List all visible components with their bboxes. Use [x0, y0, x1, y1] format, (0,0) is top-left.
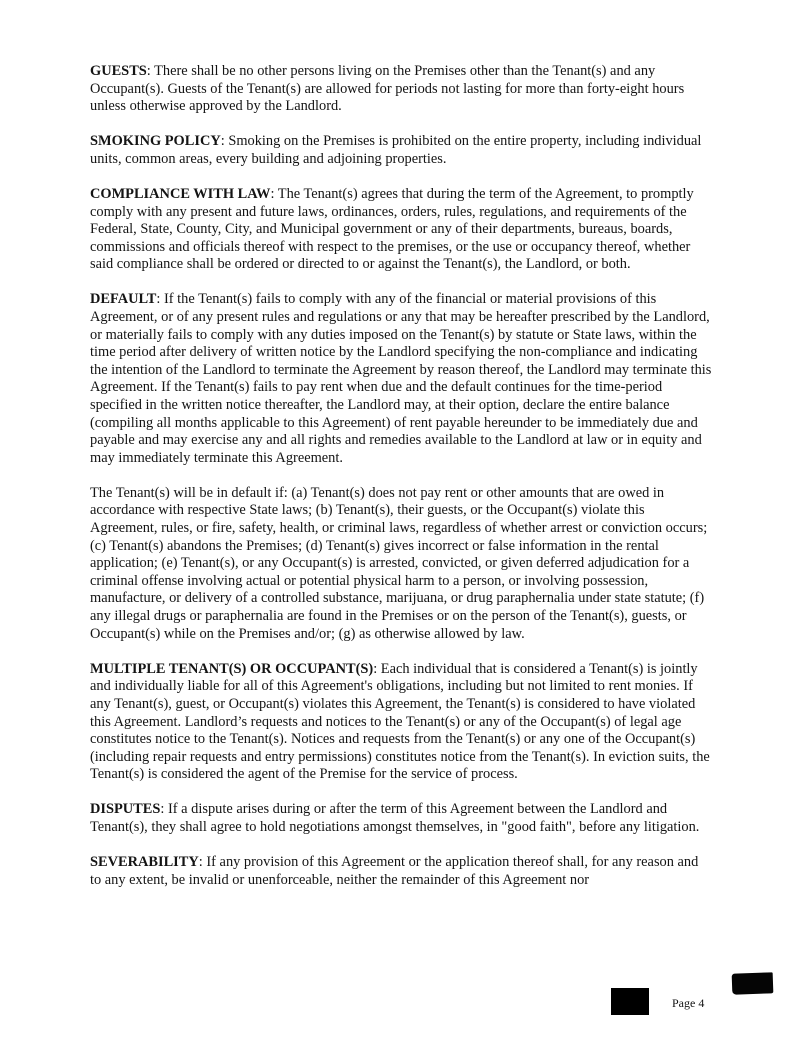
- clause-smoking-policy: [90, 133, 712, 168]
- clause-guests: [90, 63, 712, 116]
- clause-compliance-with-law: [90, 186, 712, 274]
- clause-text: : If any provision of this Agreement or the application thereof shall, for any reason and to any extent, be invalid or unenforceable, neither the remainder of this Agreement nor: [90, 854, 699, 888]
- clause-default: [90, 291, 712, 467]
- clause-heading: DISPUTES: [90, 801, 161, 818]
- clause-multiple-tenants: [90, 661, 712, 784]
- clause-text: : If a dispute arises during or after the term of this Agreement between the Landlord and Tenant(s), they shall agree to hold negotiations amongst themselves, in "good faith", before any litigation.: [90, 801, 700, 835]
- clause-heading: COMPLIANCE WITH LAW: [90, 185, 271, 202]
- clause-text: The Tenant(s) will be in default if: (a) Tenant(s) does not pay rent or other amounts that are owed in accordance with respective State laws; (b) Tenant(s), their guests, or the Occupant(s) violate this Agreement, rules, or fire, safety, health, or criminal laws, regardless of whether arrest or conviction occurs; (c) Tenant(s) abandons the Premises; (d) Tenant(s) gives incorrect or false information in the rental application; (e) Tenant(s), or any Occupant(s) is arrested, convicted, or given deferred adjudication for a criminal offense involving actual or potential physical harm to a person, or involving possession, manufacture, or delivery of a controlled substance, marijuana, or drug paraphernalia under state statute; (f) any illegal drugs or paraphernalia are found in the Premises or on the person of the Tenant(s), guests, or Occupant(s) while on the Premises and/or; (g) as otherwise allowed by law.: [90, 484, 708, 642]
- clause-heading: SMOKING POLICY: [90, 133, 221, 150]
- redaction-mark: [732, 972, 774, 994]
- clause-heading: MULTIPLE TENANT(S) OR OCCUPANT(S): [90, 660, 374, 677]
- clause-disputes: [90, 801, 712, 836]
- clause-default-conditions: [90, 485, 712, 643]
- page-number: Page 4: [672, 996, 705, 1010]
- clause-heading: SEVERABILITY: [90, 854, 199, 871]
- clause-text: : The Tenant(s) agrees that during the term of the Agreement, to promptly comply with any present and future laws, ordinances, orders, rules, regulations, and requirements of the Federal, State, County, City, and Municipal government or any of their departments, bureaus, boards, commissions and officials thereof with respect to the premises, or the use or occupancy thereof, whether said compliance shall be ordered or directed to or against the Tenant(s), the Landlord, or both.: [90, 185, 694, 273]
- clause-severability: [90, 854, 712, 889]
- document-body: [90, 63, 712, 907]
- clause-heading: GUESTS: [90, 63, 147, 79]
- clause-text: : Smoking on the Premises is prohibited on the entire property, including individual units, common areas, every building and adjoining properties.: [90, 133, 702, 167]
- clause-text: : If the Tenant(s) fails to comply with any of the financial or material provisions of this Agreement, or of any present rules and regulations or any that may be hereafter prescribed by the Landlord, or materially fails to comply with any duties imposed on the Tenant(s) by statute or State laws, within the time period after delivery of written notice by the Landlord specifying the non-compliance and indicating the intention of the Landlord to terminate the Agreement by reason thereof, the Landlord may terminate this Agreement. If the Tenant(s) fails to pay rent when due and the default continues for the time-period specified in the written notice thereafter, the Landlord may, at their option, declare the entire balance (compiling all months applicable to this Agreement) of rent payable hereunder to be immediately due and payable and may exercise any and all rights and remedies available to the Landlord at law or in equity and may immediately terminate this Agreement.: [90, 291, 712, 466]
- clause-heading: DEFAULT: [90, 291, 157, 308]
- clause-text: : There shall be no other persons living on the Premises other than the Tenant(s) and any Occupant(s). Guests of the Tenant(s) are allowed for periods not lasting for more than forty-eight hours unless otherwise approved by the Landlord.: [90, 63, 685, 115]
- redaction-box: [611, 988, 649, 1015]
- clause-text: : Each individual that is considered a Tenant(s) is jointly and individually liable for all of this Agreement's obligations, including but not limited to rent monies. If any Tenant(s), guest, or Occupant(s) violates this Agreement, the Tenant(s) is considered to have violated this Agreement. Landlord’s requests and notices to the Tenant(s) or any of the Occupant(s) of legal age constitutes notice to the Tenant(s). Notices and requests from the Tenant(s) or any one of the Occupant(s) (including repair requests and entry permissions) constitutes notice from the Tenant(s). In eviction suits, the Tenant(s) is considered the agent of the Premise for the service of process.: [90, 660, 710, 783]
